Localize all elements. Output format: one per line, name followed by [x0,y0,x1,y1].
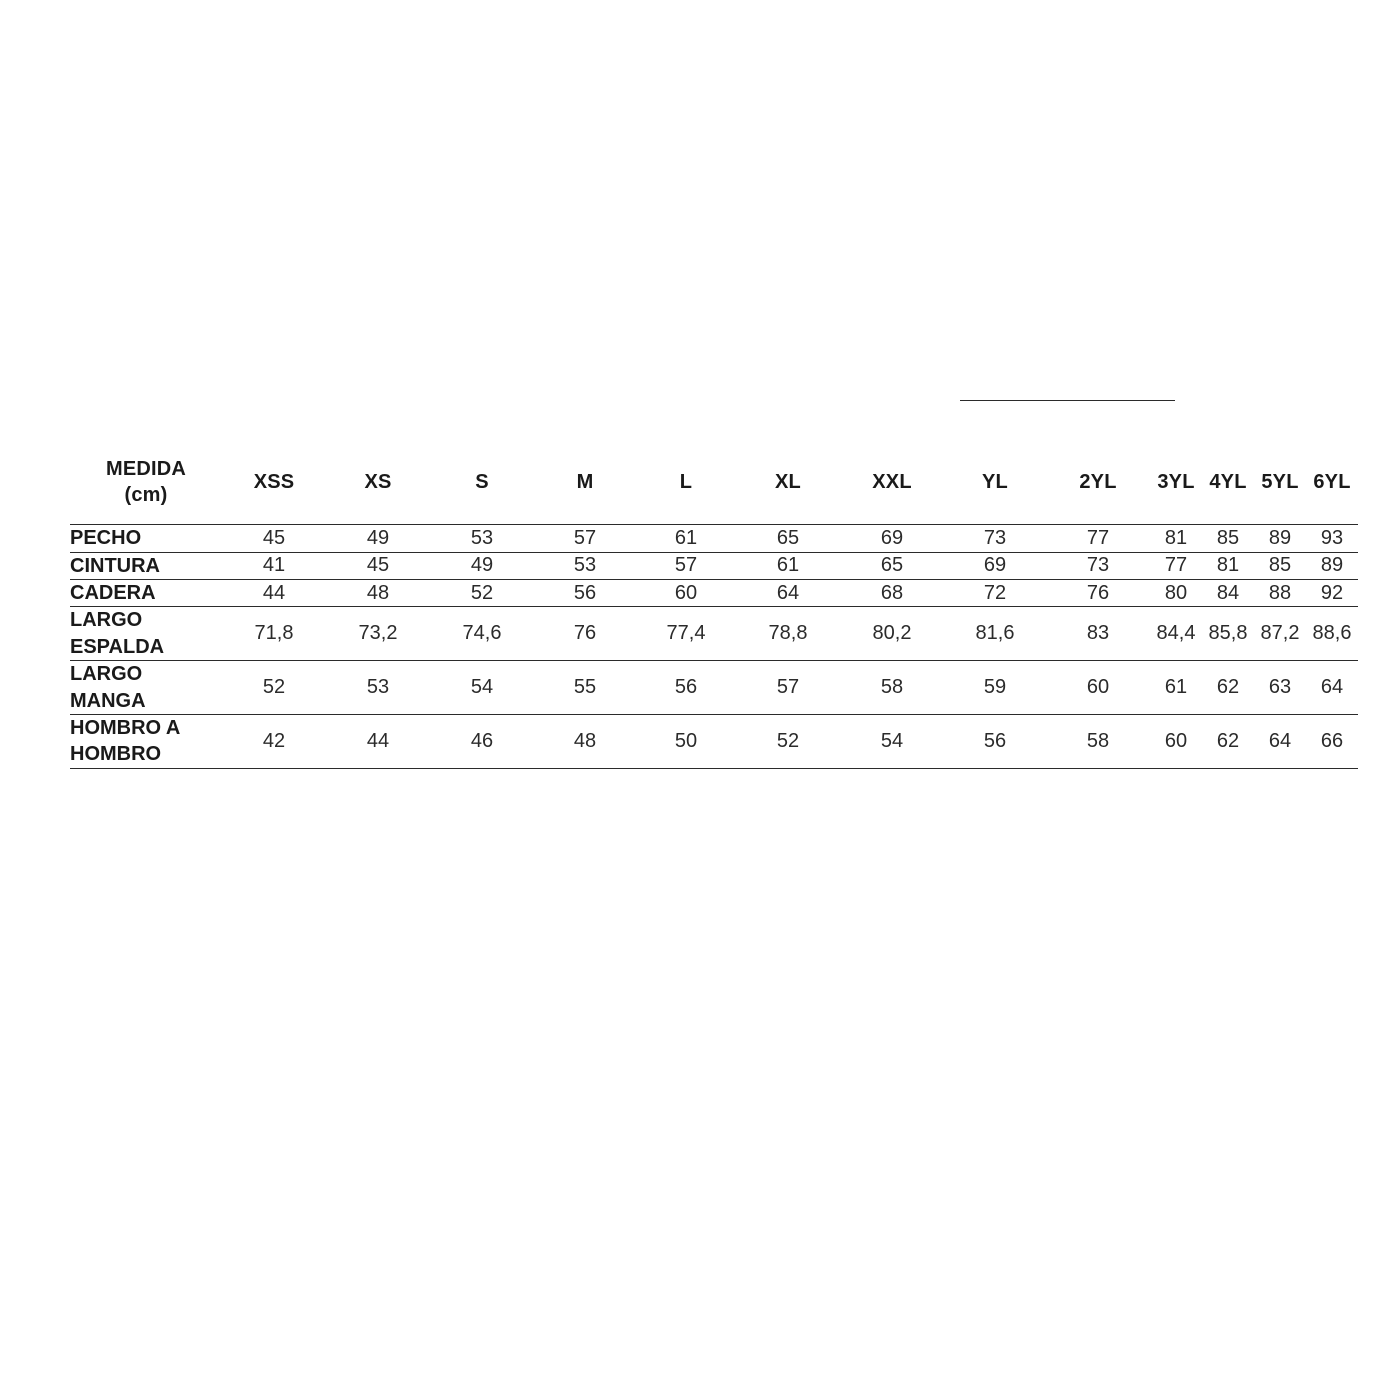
cell-cintura-2yl: 73 [1046,552,1150,579]
cell-largo-manga-3yl: 61 [1150,661,1202,715]
cell-cadera-l: 60 [636,579,736,606]
row-label-largo-manga: LARGO MANGA [70,661,222,715]
cell-pecho-xss: 45 [222,525,326,552]
cell-cadera-5yl: 88 [1254,579,1306,606]
cell-pecho-m: 57 [534,525,636,552]
table-row [70,661,1358,715]
cell-largo-espalda-s: 74,6 [430,607,534,661]
measure-header-line1: MEDIDA [105,458,187,480]
cell-pecho-yl: 73 [944,525,1046,552]
row-label-cintura: CINTURA [70,552,222,579]
cell-pecho-xxl: 69 [840,525,944,552]
cell-largo-manga-xxl: 58 [840,661,944,715]
cell-cintura-4yl: 81 [1202,552,1254,579]
cell-hombro-yl: 56 [944,714,1046,768]
cell-cintura-m: 53 [534,552,636,579]
cell-cadera-xl: 64 [736,579,840,606]
row-label-cadera: CADERA [70,579,222,606]
row-label-hombro-a-hombro: HOMBRO A HOMBRO [70,714,222,768]
table-row [70,552,1358,579]
cell-cadera-3yl: 80 [1150,579,1202,606]
cell-hombro-2yl: 58 [1046,714,1150,768]
row-label-largo-espalda: LARGO ESPALDA [70,607,222,661]
cell-cadera-xss: 44 [222,579,326,606]
cell-cadera-4yl: 84 [1202,579,1254,606]
table-row [70,607,1358,661]
measure-header-line2: (cm) [124,483,168,506]
cell-largo-manga-4yl: 62 [1202,661,1254,715]
cell-largo-manga-xs: 53 [326,661,430,715]
cell-cadera-m: 56 [534,579,636,606]
cell-hombro-m: 48 [534,714,636,768]
cell-largo-manga-yl: 59 [944,661,1046,715]
size-header-m: M [534,443,636,525]
size-header-5yl: 5YL [1254,443,1306,525]
cell-pecho-6yl: 93 [1306,525,1358,552]
table-row [70,525,1358,552]
cell-largo-manga-s: 54 [430,661,534,715]
cell-cadera-yl: 72 [944,579,1046,606]
cell-pecho-4yl: 85 [1202,525,1254,552]
cell-hombro-4yl: 62 [1202,714,1254,768]
size-chart-table [70,443,1358,769]
cell-cintura-5yl: 85 [1254,552,1306,579]
cell-pecho-s: 53 [430,525,534,552]
cell-pecho-2yl: 77 [1046,525,1150,552]
cell-hombro-xl: 52 [736,714,840,768]
size-header-yl: YL [944,443,1046,525]
size-header-xss: XSS [222,443,326,525]
cell-largo-espalda-3yl: 84,4 [1150,607,1202,661]
cell-hombro-xs: 44 [326,714,430,768]
cell-hombro-5yl: 64 [1254,714,1306,768]
cell-cadera-xs: 48 [326,579,430,606]
size-header-xxl: XXL [840,443,944,525]
measure-header [70,443,222,525]
cell-cintura-3yl: 77 [1150,552,1202,579]
cell-cintura-l: 57 [636,552,736,579]
size-header-6yl: 6YL [1306,443,1358,525]
cell-largo-espalda-4yl: 85,8 [1202,607,1254,661]
cell-cintura-s: 49 [430,552,534,579]
table-header-row [70,443,1358,525]
cell-largo-manga-6yl: 64 [1306,661,1358,715]
row-label-pecho: PECHO [70,525,222,552]
cell-cadera-2yl: 76 [1046,579,1150,606]
table-row [70,714,1358,768]
cell-largo-espalda-2yl: 83 [1046,607,1150,661]
cell-cadera-xxl: 68 [840,579,944,606]
size-header-l: L [636,443,736,525]
cell-hombro-3yl: 60 [1150,714,1202,768]
cell-hombro-xss: 42 [222,714,326,768]
cell-largo-espalda-yl: 81,6 [944,607,1046,661]
cell-largo-manga-xss: 52 [222,661,326,715]
cell-largo-espalda-5yl: 87,2 [1254,607,1306,661]
cell-cintura-xss: 41 [222,552,326,579]
size-header-xs: XS [326,443,430,525]
cell-hombro-s: 46 [430,714,534,768]
cell-pecho-3yl: 81 [1150,525,1202,552]
cell-largo-manga-xl: 57 [736,661,840,715]
cell-cadera-6yl: 92 [1306,579,1358,606]
cell-largo-manga-2yl: 60 [1046,661,1150,715]
size-header-3yl: 3YL [1150,443,1202,525]
cell-largo-espalda-xss: 71,8 [222,607,326,661]
cell-largo-espalda-xs: 73,2 [326,607,430,661]
size-header-4yl: 4YL [1202,443,1254,525]
cell-cadera-s: 52 [430,579,534,606]
size-header-2yl: 2YL [1046,443,1150,525]
decorative-rule [960,400,1175,401]
cell-pecho-xs: 49 [326,525,430,552]
cell-hombro-6yl: 66 [1306,714,1358,768]
size-header-s: S [430,443,534,525]
cell-pecho-l: 61 [636,525,736,552]
cell-pecho-5yl: 89 [1254,525,1306,552]
cell-cintura-xs: 45 [326,552,430,579]
cell-largo-espalda-m: 76 [534,607,636,661]
cell-hombro-xxl: 54 [840,714,944,768]
cell-largo-espalda-xxl: 80,2 [840,607,944,661]
cell-largo-espalda-l: 77,4 [636,607,736,661]
cell-largo-espalda-6yl: 88,6 [1306,607,1358,661]
cell-cintura-6yl: 89 [1306,552,1358,579]
cell-largo-manga-m: 55 [534,661,636,715]
cell-cintura-xl: 61 [736,552,840,579]
cell-hombro-l: 50 [636,714,736,768]
cell-largo-espalda-xl: 78,8 [736,607,840,661]
size-chart-container [70,443,1352,769]
cell-pecho-xl: 65 [736,525,840,552]
cell-cintura-xxl: 65 [840,552,944,579]
table-row [70,579,1358,606]
cell-largo-manga-5yl: 63 [1254,661,1306,715]
size-header-xl: XL [736,443,840,525]
cell-largo-manga-l: 56 [636,661,736,715]
cell-cintura-yl: 69 [944,552,1046,579]
